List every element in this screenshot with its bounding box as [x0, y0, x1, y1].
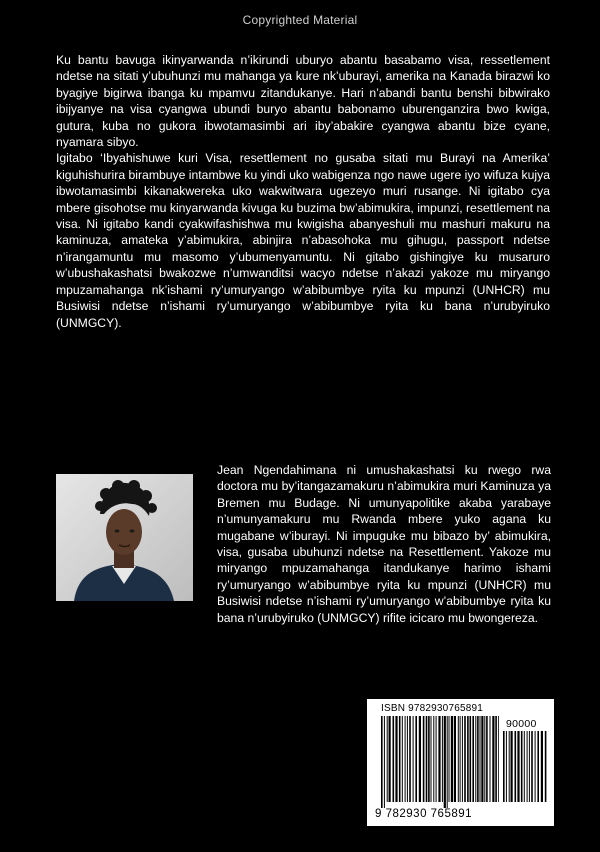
- isbn-label: ISBN 9782930765891: [381, 703, 484, 714]
- barcode-digits: 9 782930 765891: [375, 808, 473, 820]
- ean13-bars: [381, 716, 499, 808]
- blurb-paragraph: Ku bantu bavuga ikinyarwanda n’ikirundi uburyo abantu basabamo visa, ressetlement ndetse na sitati y’ubuhunzi mu mahanga ya kure nk’uburayi, amerika na Kanada birazwi ko byagiye bigirwa ibanga ku mpamvu zitandukanye. Hari n’abandi bantu benshi bibwirako ibijyanye na visa cyangwa ubundi buryo abantu babonamo uburenganzira bwo kwiga, gutura, kuba no gukora ibwotamasimbi ari iby’abakire cyangwa abantu bize cyane, nyamara sibyo.: [56, 53, 550, 150]
- addon-bars: [503, 731, 547, 808]
- back-cover-blurb: [56, 52, 550, 331]
- isbn-barcode: [367, 699, 554, 826]
- author-photo: [56, 474, 193, 601]
- author-bio: Jean Ngendahimana ni umushakashatsi ku rwego rwa doctora mu by’itangazamakuru n’abimukira muri Kaminuza ya Bremen mu Budage. Ni umunyapolitike akaba yarabaye n’umunyamakuru mu Rwanda mbere yuko agana ku mugabane w’iburayi. Ni impuguke mu bibazo by’ abimukira, visa, gusaba ubuhunzi ndetse na Resettlement. Yakoze mu miryango mpuzamahanga itandukanye harimo ishami ry’umuryango w’abibumbye ryita ku mpunzi (UNHCR) mu Busiwisi ndetse n’ishami ry’umuryango w’abibumbye ryita ku bana n’urubyiruko (UNMGCY) rifite icicaro mu bwongereza.: [217, 463, 551, 625]
- blurb-paragraph: Igitabo ‘Ibyahishuwe kuri Visa, resettlement no gusaba sitati mu Burayi na Amerika’ kiguhishurira birambuye intambwe ku yindi uko wabigenza ngo nawe ugere iyo wifuza kujya ibwotamasimbi kikanakwereka uko wakwitwara ugezeyo muri rusange. Ni igitabo cya mbere gisohotse mu kinyarwanda kivuga ku buzima bw’abimukira, impunzi, resettlement na visa. Ni igitabo kandi cyakwifashishwa mu kwigisha abanyeshuli mu mashuri makuru na kaminuza, amateka y’abimukira, abinjira n’abasohoka mu gihugu, passport ndetse n’irangamuntu mu masomo y’ubumenyamuntu. Ni gitabo gishingiye ku musaruro w’ubushakashatsi bwakozwe n’umwanditsi wacyo ndetse n’akazi yakoze mu miryango mpuzamahanga nk’ishami ry’umuryango w’abibumbye ryita ku mpunzi (UNHCR) mu Busiwisi ndetse n’ishami ry’umuryango w’abibumbye ryita ku bana n’urubyiruko (UNMGCY).: [56, 151, 550, 330]
- price-code: 90000: [506, 718, 537, 730]
- copyright-watermark: Copyrighted Material: [242, 13, 358, 27]
